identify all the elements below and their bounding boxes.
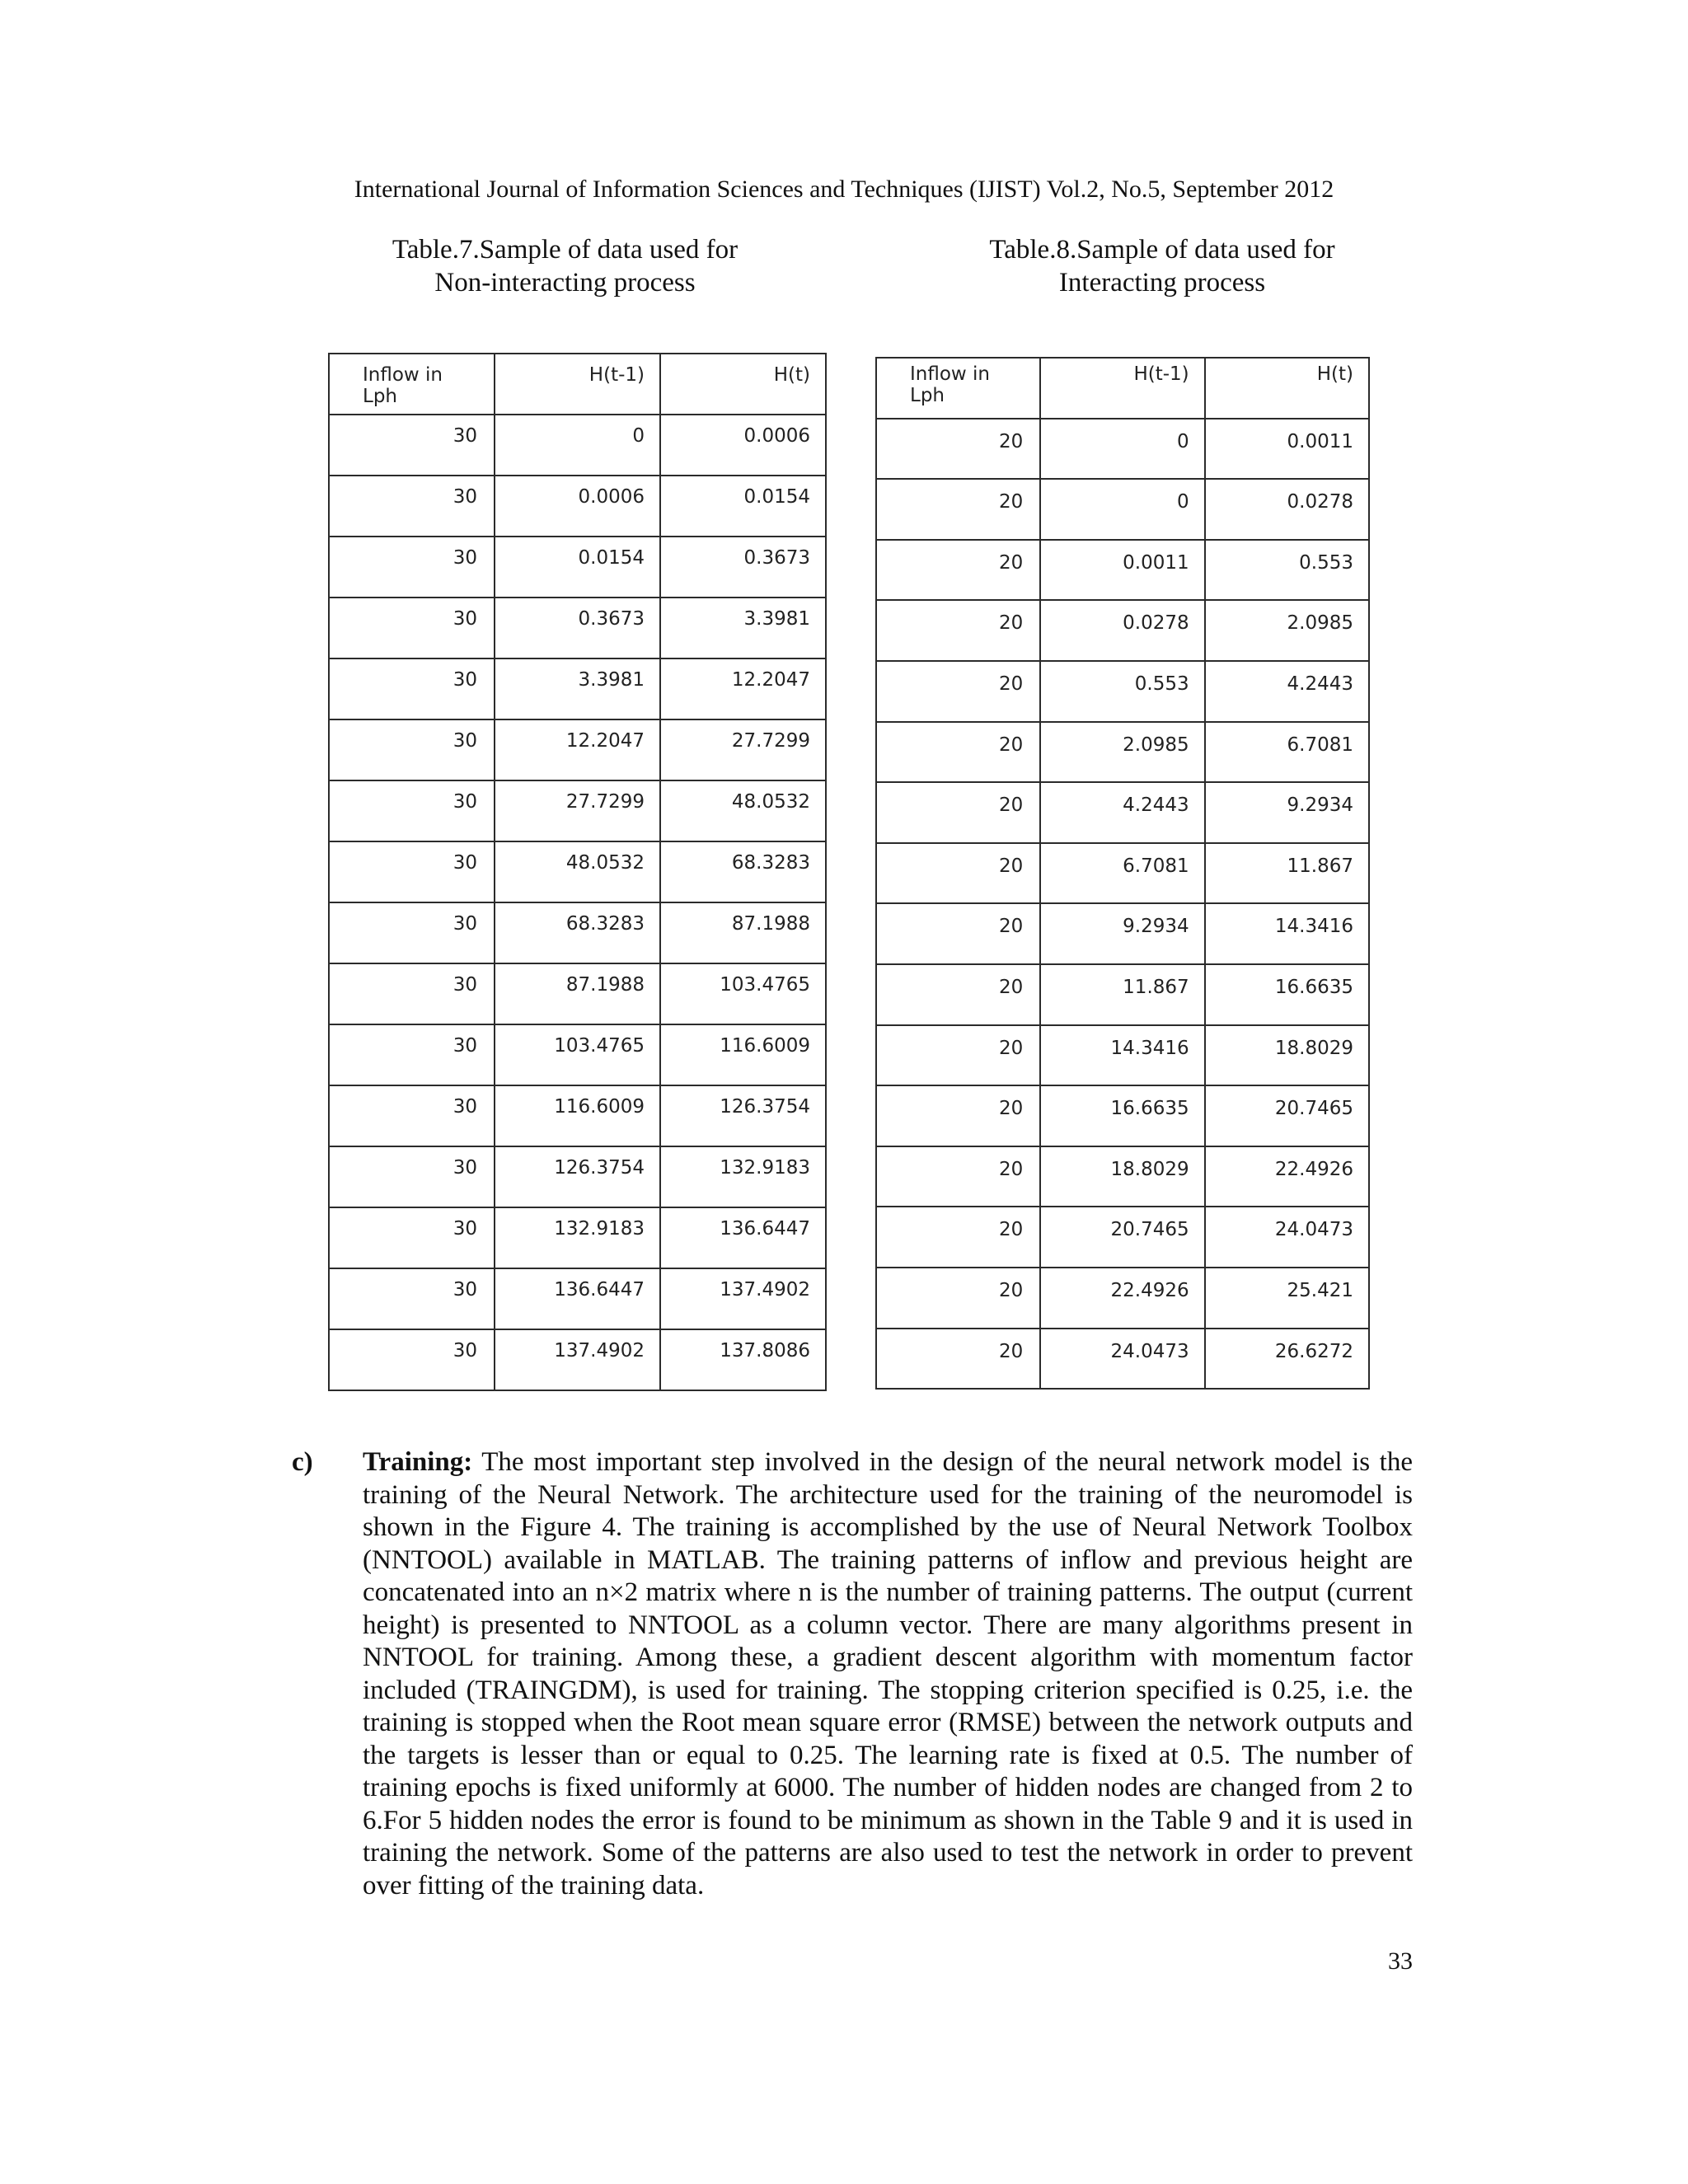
table-cell: 20 <box>876 903 1040 964</box>
table-cell: 11.867 <box>1040 964 1204 1025</box>
running-header: International Journal of Information Sciences and Techniques (IJIST) Vol.2, No.5, September 2012 <box>354 176 1334 203</box>
table7-caption-line1: Table.7.Sample of data used for <box>392 235 738 265</box>
table-cell: 20 <box>876 479 1040 540</box>
table-row <box>876 1025 1369 1086</box>
table-cell: 30 <box>329 841 495 902</box>
table-cell: 0.0006 <box>495 476 660 537</box>
table-cell: 30 <box>329 1085 495 1146</box>
table-cell: 137.4902 <box>495 1329 660 1390</box>
table-cell: 20 <box>876 1025 1040 1086</box>
table-cell: 6.7081 <box>1040 843 1204 904</box>
table-cell: 0.0006 <box>660 415 826 476</box>
table-cell: 0.553 <box>1205 540 1369 601</box>
table-cell: 4.2443 <box>1205 661 1369 722</box>
table-cell: 18.8029 <box>1205 1025 1369 1086</box>
table-cell: 6.7081 <box>1205 722 1369 783</box>
table8-caption <box>912 233 1413 299</box>
table-cell: 30 <box>329 598 495 658</box>
table-cell: 0.0278 <box>1040 600 1204 661</box>
table-cell: 20 <box>876 1207 1040 1268</box>
table7-caption-line2: Non-interacting process <box>434 268 696 298</box>
table-row <box>876 1085 1369 1146</box>
table-cell: 137.8086 <box>660 1329 826 1390</box>
table-row <box>329 1207 826 1268</box>
table-cell: 14.3416 <box>1040 1025 1204 1086</box>
table-cell: 0.553 <box>1040 661 1204 722</box>
table-cell: 11.867 <box>1205 843 1369 904</box>
table-cell: 0 <box>495 415 660 476</box>
table-row <box>329 1146 826 1207</box>
table-row <box>876 722 1369 783</box>
table-row <box>876 661 1369 722</box>
table-cell: 30 <box>329 1024 495 1085</box>
table-cell: 126.3754 <box>660 1085 826 1146</box>
table-header-row <box>329 354 826 415</box>
table-cell: 132.9183 <box>495 1207 660 1268</box>
table-cell: 26.6272 <box>1205 1329 1369 1390</box>
table-cell: 20.7465 <box>1040 1207 1204 1268</box>
table-cell: 16.6635 <box>1205 964 1369 1025</box>
table-cell: 30 <box>329 415 495 476</box>
table-cell: 30 <box>329 1268 495 1329</box>
column-header: H(t) <box>660 354 826 415</box>
table-row <box>329 1085 826 1146</box>
table-row <box>876 843 1369 904</box>
table-cell: 18.8029 <box>1040 1146 1204 1207</box>
column-header: Inflow in Lph <box>876 358 1040 419</box>
table-cell: 25.421 <box>1205 1268 1369 1329</box>
table-row <box>876 1207 1369 1268</box>
table-row <box>876 600 1369 661</box>
table-cell: 20 <box>876 1146 1040 1207</box>
table-cell: 48.0532 <box>495 841 660 902</box>
table-cell: 126.3754 <box>495 1146 660 1207</box>
table-row <box>876 479 1369 540</box>
training-text: The most important step involved in the design of the neural network model is the training of the Neural Network. The architecture used for the training of the neuromodel is shown in the Figure 4. The training is accomplished by the use of Neural Network Toolbox (NNTOOL) available in MATLAB. The training patterns of inflow and previous height are concatenated into an n×2 matrix where n is the number of training patterns. The output (current height) is presented to NNTOOL as a column vector. There are many algorithms present in NNTOOL for training. Among these, a gradient descent algorithm with momentum factor included (TRAINGDM), is used for training. The stopping criterion specified is 0.25, i.e. the training is stopped when the Root mean square error (RMSE) between the network outputs and the targets is lesser than or equal to 0.25. The learning rate is fixed at 0.5. The number of training epochs is fixed uniformly at 6000. The number of hidden nodes are changed from 2 to 6.For 5 hidden nodes the error is found to be minimum as shown in the Table 9 and it is used in training the network. Some of the patterns are also used to test the network in order to prevent over fitting of the training data. <box>363 1447 1413 1900</box>
table-cell: 103.4765 <box>660 963 826 1024</box>
table-row <box>329 598 826 658</box>
table-row <box>876 540 1369 601</box>
table-row <box>329 841 826 902</box>
column-header: Inflow in Lph <box>329 354 495 415</box>
table-cell: 30 <box>329 719 495 780</box>
table-cell: 0.3673 <box>495 598 660 658</box>
table8-interacting <box>875 357 1370 1390</box>
table-cell: 14.3416 <box>1205 903 1369 964</box>
table-row <box>329 476 826 537</box>
table-cell: 0 <box>1040 479 1204 540</box>
table-cell: 4.2443 <box>1040 782 1204 843</box>
column-header: H(t-1) <box>495 354 660 415</box>
table-cell: 20 <box>876 782 1040 843</box>
table8-caption-line1: Table.8.Sample of data used for <box>989 235 1335 265</box>
table-cell: 2.0985 <box>1205 600 1369 661</box>
page-number: 33 <box>1388 1947 1413 1975</box>
table-cell: 103.4765 <box>495 1024 660 1085</box>
table-cell: 68.3283 <box>495 902 660 963</box>
table-row <box>329 902 826 963</box>
table-row <box>329 1329 826 1390</box>
training-heading: Training: <box>363 1447 473 1477</box>
table-cell: 0.0011 <box>1040 540 1204 601</box>
table-cell: 0.3673 <box>660 537 826 598</box>
table-cell: 87.1988 <box>660 902 826 963</box>
table-cell: 30 <box>329 902 495 963</box>
table-cell: 0.0154 <box>495 537 660 598</box>
table-cell: 20.7465 <box>1205 1085 1369 1146</box>
table-cell: 2.0985 <box>1040 722 1204 783</box>
table-cell: 137.4902 <box>660 1268 826 1329</box>
table-row <box>329 780 826 841</box>
table-cell: 20 <box>876 722 1040 783</box>
table7-non-interacting <box>328 353 827 1391</box>
table-cell: 0 <box>1040 419 1204 480</box>
table-cell: 48.0532 <box>660 780 826 841</box>
table-cell: 116.6009 <box>495 1085 660 1146</box>
table-cell: 24.0473 <box>1040 1329 1204 1390</box>
column-header: H(t) <box>1205 358 1369 419</box>
table-row <box>876 782 1369 843</box>
table-cell: 22.4926 <box>1040 1268 1204 1329</box>
table-cell: 136.6447 <box>660 1207 826 1268</box>
table-row <box>876 1146 1369 1207</box>
table-cell: 30 <box>329 780 495 841</box>
table-cell: 27.7299 <box>495 780 660 841</box>
table-cell: 20 <box>876 661 1040 722</box>
table8-caption-line2: Interacting process <box>1058 268 1266 298</box>
section-marker: c) <box>292 1447 313 1477</box>
table-cell: 12.2047 <box>495 719 660 780</box>
table-row <box>329 415 826 476</box>
table-row <box>876 1329 1369 1390</box>
table-cell: 9.2934 <box>1205 782 1369 843</box>
table-cell: 9.2934 <box>1040 903 1204 964</box>
table-cell: 0.0154 <box>660 476 826 537</box>
table-cell: 3.3981 <box>495 658 660 719</box>
table7-caption <box>328 233 802 299</box>
table-cell: 20 <box>876 843 1040 904</box>
table-cell: 30 <box>329 1329 495 1390</box>
table-cell: 136.6447 <box>495 1268 660 1329</box>
table-row <box>329 719 826 780</box>
table-header-row <box>876 358 1369 419</box>
table-cell: 30 <box>329 1146 495 1207</box>
table-cell: 30 <box>329 1207 495 1268</box>
table-cell: 30 <box>329 537 495 598</box>
table-row <box>329 1268 826 1329</box>
table-row <box>876 903 1369 964</box>
training-paragraph <box>363 1446 1413 1902</box>
table-cell: 20 <box>876 1268 1040 1329</box>
table-cell: 3.3981 <box>660 598 826 658</box>
table-cell: 30 <box>329 963 495 1024</box>
table-cell: 87.1988 <box>495 963 660 1024</box>
table-cell: 30 <box>329 658 495 719</box>
table-cell: 24.0473 <box>1205 1207 1369 1268</box>
table-cell: 132.9183 <box>660 1146 826 1207</box>
table-cell: 0.0011 <box>1205 419 1369 480</box>
table-cell: 20 <box>876 419 1040 480</box>
table-cell: 27.7299 <box>660 719 826 780</box>
table-row <box>876 419 1369 480</box>
table-row <box>329 963 826 1024</box>
table-cell: 68.3283 <box>660 841 826 902</box>
table-row <box>329 537 826 598</box>
table-cell: 20 <box>876 540 1040 601</box>
table-cell: 22.4926 <box>1205 1146 1369 1207</box>
table-cell: 20 <box>876 1085 1040 1146</box>
table-cell: 16.6635 <box>1040 1085 1204 1146</box>
table-cell: 20 <box>876 1329 1040 1390</box>
table-cell: 30 <box>329 476 495 537</box>
table-row <box>876 964 1369 1025</box>
table-cell: 20 <box>876 964 1040 1025</box>
table-row <box>876 1268 1369 1329</box>
table-cell: 20 <box>876 600 1040 661</box>
table-cell: 0.0278 <box>1205 479 1369 540</box>
table-row <box>329 1024 826 1085</box>
table-cell: 116.6009 <box>660 1024 826 1085</box>
table-cell: 12.2047 <box>660 658 826 719</box>
table-row <box>329 658 826 719</box>
column-header: H(t-1) <box>1040 358 1204 419</box>
